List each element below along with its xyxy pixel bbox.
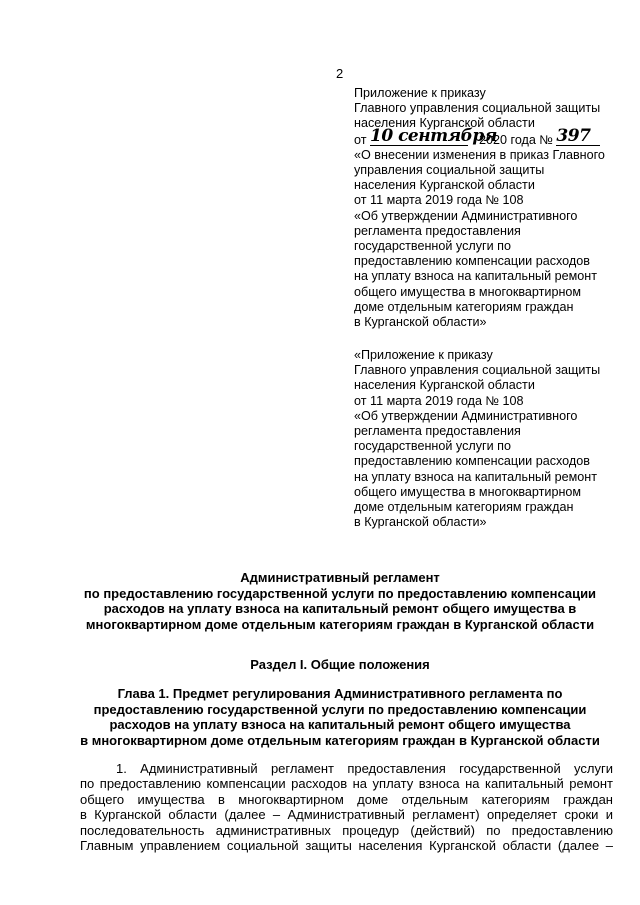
amendment-line: управления социальной защиты bbox=[354, 163, 545, 178]
amendment-line: предоставлению компенсации расходов bbox=[354, 254, 590, 269]
handwritten-number-field bbox=[556, 125, 600, 146]
chapter-title-line: расходов на уплату взноса на капитальный ремонт общего имущества bbox=[109, 717, 571, 733]
appendix-original-line: «Об утверждении Административного bbox=[354, 408, 578, 423]
date-suffix: 2020 года № bbox=[479, 132, 553, 147]
amendment-line: в Курганской области» bbox=[354, 315, 487, 330]
document-title-line: по предоставлению государственной услуги по предоставлению компенсации bbox=[83, 585, 597, 601]
document-title bbox=[60, 570, 620, 632]
document-title-line: многоквартирном доме отдельным категориям граждан в Курганской области bbox=[85, 616, 595, 632]
document-title-line: расходов на уплату взноса на капитальный ремонт общего имущества в bbox=[103, 601, 577, 617]
appendix-original-line: в Курганской области» bbox=[354, 515, 487, 530]
chapter-title-line: в многоквартирном доме отдельным категориям граждан в Курганской области bbox=[80, 732, 600, 748]
amendment-line: на уплату взноса на капитальный ремонт bbox=[354, 269, 598, 284]
appendix-original-line: государственной услуги по bbox=[354, 439, 511, 454]
appendix-original-line: от 11 марта 2019 года № 108 bbox=[354, 393, 524, 408]
appendix-original-line: общего имущества в многоквартирном bbox=[354, 484, 582, 499]
appendix-line: Главного управления социальной защиты bbox=[354, 101, 601, 116]
amendment-line: регламента предоставления bbox=[354, 223, 521, 238]
document-title-line: Административный регламент bbox=[240, 570, 440, 585]
order-date-line bbox=[354, 125, 624, 148]
body-line: последовательность административных процедур (действий) по предоставлению bbox=[80, 822, 613, 838]
appendix-original-line: на уплату взноса на капитальный ремонт bbox=[354, 469, 598, 484]
section-title: Раздел I. Общие положения bbox=[250, 657, 430, 672]
appendix-original-line: «Приложение к приказу bbox=[354, 348, 493, 362]
chapter-title-line: Глава 1. Предмет регулирования Административного регламента по bbox=[117, 686, 563, 701]
amendment-line: доме отдельным категориям граждан bbox=[354, 299, 574, 314]
handwritten-date-field bbox=[370, 125, 497, 146]
amendment-line: «О внесении изменения в приказ Главного bbox=[354, 147, 605, 162]
handwritten-number: 397 bbox=[556, 125, 591, 146]
page-number: 2 bbox=[336, 66, 344, 81]
appendix-original-line: предоставлению компенсации расходов bbox=[354, 454, 590, 469]
body-line: по предоставлению компенсации расходов на уплату взноса на капитальный ремонт bbox=[80, 776, 613, 792]
body-line: 1. Административный регламент предоставления государственной услуги bbox=[116, 761, 613, 776]
amendment-line: населения Курганской области bbox=[354, 178, 535, 193]
amendment-line: общего имущества в многоквартирном bbox=[354, 284, 582, 299]
chapter-title bbox=[60, 686, 620, 748]
appendix-original-line: населения Курганской области bbox=[354, 378, 535, 393]
body-line: в Курганской области (далее – Административный регламент) определяет сроки и bbox=[80, 807, 613, 823]
chapter-title-line: предоставлению государственной услуги по предоставлению компенсации bbox=[93, 701, 587, 717]
appendix-line: населения Курганской области bbox=[354, 116, 535, 131]
amendment-line: «Об утверждении Административного bbox=[354, 208, 578, 223]
body-line: Главным управлением социальной защиты населения Курганской области (далее – bbox=[80, 838, 613, 854]
appendix-original-line: регламента предоставления bbox=[354, 424, 521, 439]
appendix-header-block bbox=[354, 86, 624, 330]
amendment-line: от 11 марта 2019 года № 108 bbox=[354, 193, 524, 208]
amendment-line: государственной услуги по bbox=[354, 239, 511, 254]
appendix-original-block bbox=[354, 348, 624, 530]
body-paragraph bbox=[80, 761, 613, 853]
handwritten-date: 10 сентября bbox=[370, 125, 497, 146]
appendix-original-line: Главного управления социальной защиты bbox=[354, 363, 601, 378]
appendix-original-line: доме отдельным категориям граждан bbox=[354, 500, 574, 515]
appendix-line: Приложение к приказу bbox=[354, 86, 486, 100]
body-line: общего имущества в многоквартирном доме отдельным категориям граждан bbox=[80, 791, 613, 807]
date-prefix: от bbox=[354, 132, 367, 147]
